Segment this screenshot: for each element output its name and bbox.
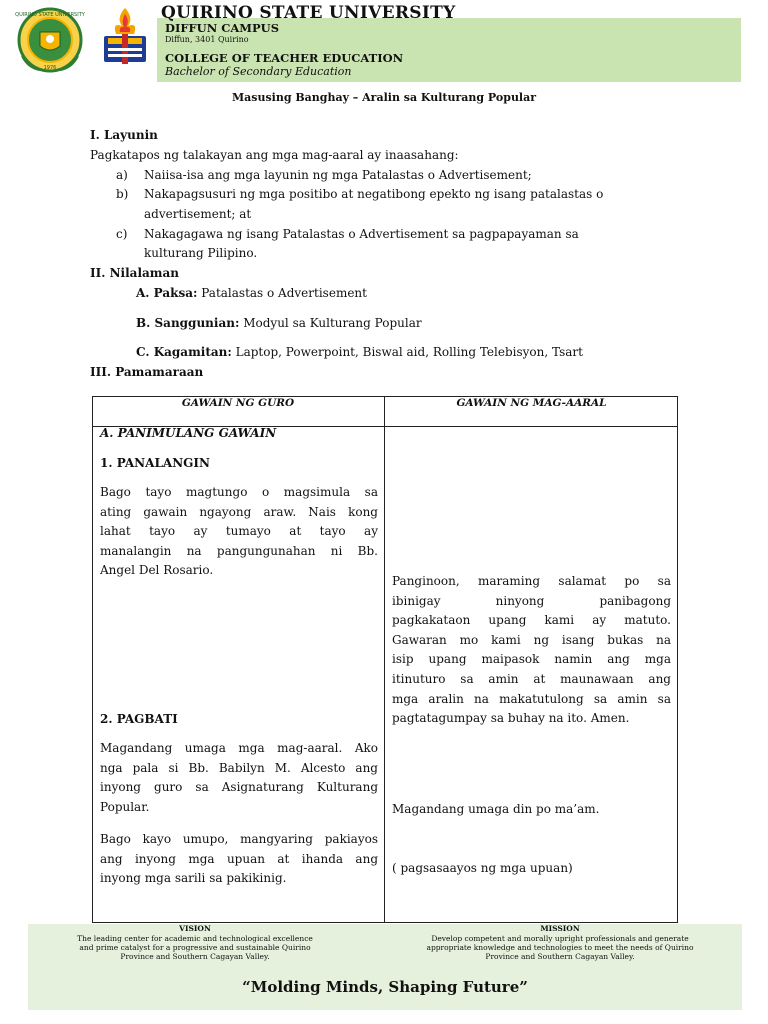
objective-b-marker: b) [116,187,129,201]
mission-title: MISSION [540,924,580,933]
student-column-header: GAWAIN NG MAG-AARAL [456,397,607,409]
content-reference-value: Modyul sa Kulturang Popular [243,316,422,330]
text-line: manalangin na pangungunahan ni Bb. [100,543,378,558]
mission-text [380,934,740,961]
motto: “Molding Minds, Shaping Future” [242,978,528,996]
section-1-intro: Pagkatapos ng talakayan ang mga mag-aaral ay inaasahang: [90,148,459,162]
teacher-column-header: GAWAIN NG GURO [181,397,295,409]
greeting-heading: 2. PAGBATI [100,712,178,726]
vision-text [40,934,350,961]
text-line: pagtatagumpay sa buhay na ito. Amen. [392,711,630,726]
teacher-prayer-instruction [100,483,378,581]
text-line: Bago tayo magtungo o magsimula sa [100,485,378,499]
objective-c-text-cont: kulturang Pilipino. [144,246,258,260]
text-line: nga pala si Bb. Babilyn M. Alcesto ang [100,760,378,775]
text-line: ibinigay ninyong panibagong [392,593,671,608]
student-prayer [392,572,671,729]
text-line: Magandang umaga mga mag-aaral. Ako [100,741,378,755]
college-name: COLLEGE OF TEACHER EDUCATION [165,51,404,65]
content-materials [136,343,583,363]
content-materials-label: C. Kagamitan: [136,345,232,359]
text-line: Popular. [100,799,150,814]
text-line: Develop competent and morally upright professionals and generate [431,934,689,943]
campus-address: Diffun, 3401 Quirino [165,35,249,44]
college-torch-logo [94,4,156,68]
text-line: inyong mga sarili sa pakikinig. [100,871,287,886]
vision-title: VISION [179,924,211,933]
teacher-greeting [100,739,378,817]
text-line: pagkakataon upang kami ay matuto. [392,613,671,628]
university-name: QUIRINO STATE UNIVERSITY [161,3,456,23]
section-2-heading: II. Nilalaman [90,266,179,280]
objective-a-marker: a) [116,168,128,182]
objective-c-marker: c) [116,227,128,241]
text-line: inyong guro sa Asignaturang Kulturang [100,780,378,795]
objective-c-text: Nakagagawa ng isang Patalastas o Advertisement sa pagpapayaman sa [144,227,579,241]
text-line: ang inyong mga upuan at ihanda ang [100,851,378,866]
section-3-heading: III. Pamamaraan [90,365,204,379]
document-title: Masusing Banghay – Aralin sa Kulturang Popular [231,91,537,104]
content-reference [136,314,422,334]
text-line: Panginoon, maraming salamat po sa [392,574,671,588]
seal-year: 1976 [43,65,57,71]
text-line: mga aralin na makatutulong sa amin sa [392,691,671,706]
objective-a-text: Naiisa-isa ang mga layunin ng mga Patalastas o Advertisement; [144,168,532,182]
section-a-heading: A. PANIMULANG GAWAIN [100,426,277,440]
university-seal-logo [14,6,86,74]
content-topic-value: Patalastas o Advertisement [201,286,367,300]
student-seat-action: ( pagsasaayos ng mga upuan) [392,861,573,875]
text-line: Bago kayo umupo, mangyaring pakiayos [100,832,378,846]
campus-name: DIFFUN CAMPUS [165,21,280,35]
text-line: Angel Del Rosario. [100,563,214,578]
text-line: itinuturo sa amin at maunawaan ang [392,671,671,686]
text-line: Gawaran mo kami ng isang bukas na [392,632,671,647]
content-materials-value: Laptop, Powerpoint, Biswal aid, Rolling Telebisyon, Tsart [235,345,583,359]
seal-text: QUIRINO STATE UNIVERSITY [15,12,85,18]
text-line: Province and Southern Cagayan Valley. [120,952,270,961]
student-greeting: Magandang umaga din po ma’am. [392,802,600,816]
text-line: isip upang maipasok namin ang mga [392,652,671,667]
table-column-divider [384,396,385,923]
prayer-heading: 1. PANALANGIN [100,456,210,470]
text-line: appropriate knowledge and technologies to meet the needs of Quirino [426,943,694,952]
objective-b-text: Nakapagsusuri ng mga positibo at negatibong epekto ng isang patalastas o [144,187,604,201]
content-topic [136,284,367,304]
teacher-seat-instruction [100,830,378,889]
text-line: The leading center for academic and technological excellence [77,934,313,943]
text-line: Province and Southern Cagayan Valley. [485,952,635,961]
text-line: lahat tayo ay tumayo at tayo ay [100,524,378,539]
section-1-heading: I. Layunin [90,128,158,142]
content-topic-label: A. Paksa: [136,286,198,300]
text-line: and prime catalyst for a progressive and sustainable Quirino [79,943,311,952]
text-line: ating gawain ngayong araw. Nais kong [100,504,378,519]
content-reference-label: B. Sanggunian: [136,316,240,330]
program-name: Bachelor of Secondary Education [165,65,352,78]
objective-b-text-cont: advertisement; at [144,207,252,221]
